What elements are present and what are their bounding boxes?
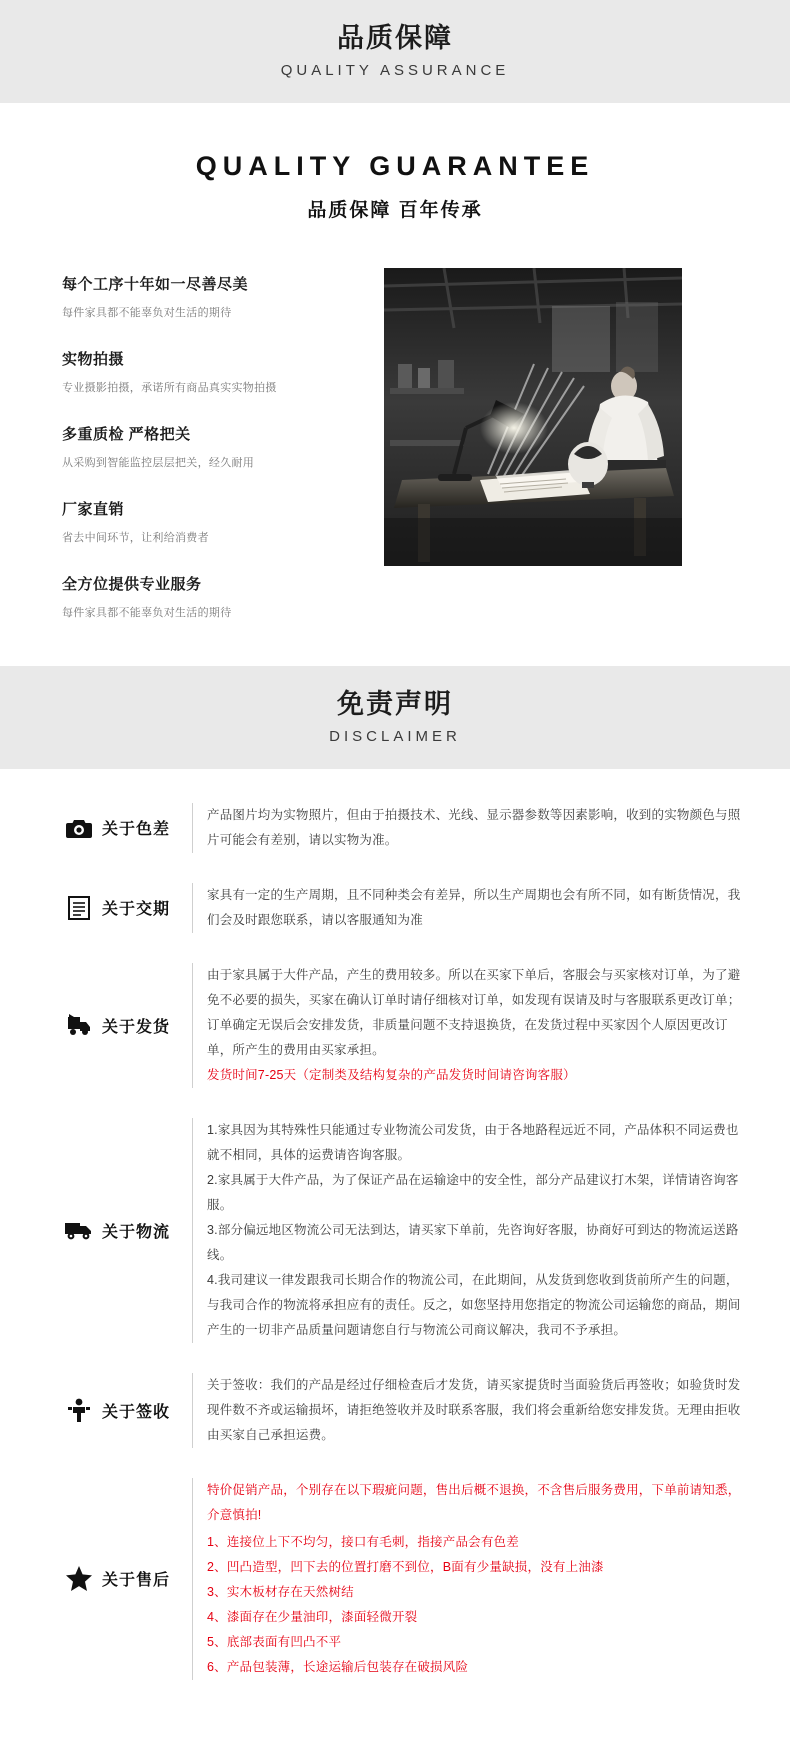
disclaimer-row-logistics xyxy=(0,1118,790,1343)
feature-item xyxy=(62,499,362,545)
feature-subtitle: 每件家具都不能辜负对生活的期待 xyxy=(62,606,232,619)
feature-title: 实物拍摄 xyxy=(62,350,125,368)
feature-item xyxy=(62,574,362,620)
feature-item xyxy=(62,349,362,395)
disclaimer-banner-title-en: DISCLAIMER xyxy=(329,727,461,745)
aftersale-item: 2、凹凸造型，凹下去的位置打磨不到位，B面有少量缺损，没有上油漆 xyxy=(207,1559,604,1574)
feature-item xyxy=(62,274,362,320)
quality-body xyxy=(0,268,790,620)
disclaimer-paragraph: 由于家具属于大件产品，产生的费用较多。所以在买家下单后，客服会与买家核对订单，为了避免不必要的损失，买家在确认订单时请仔细核对订单，如发现有误请及时与客服联系更改订单；订单确定无误后会安排发货，非质量问题不支持退换货，在发货过程中买家因个人原因更改订单，所产生的费用由买家承担。 xyxy=(207,967,741,1057)
feature-title: 多重质检 严格把关 xyxy=(62,425,191,443)
disclaimer-row-signature xyxy=(0,1373,790,1448)
disclaimer-paragraph: 3.部分偏远地区物流公司无法到达，请买家下单前，先咨询好客服，协商好可到达的物流运送路线。 xyxy=(207,1222,739,1262)
disclaimer-row-aftersale xyxy=(0,1478,790,1680)
feature-subtitle: 专业摄影拍摄，承诺所有商品真实实物拍摄 xyxy=(62,381,277,394)
disclaimer-paragraph-highlight: 发货时间7-25天（定制类及结构复杂的产品发货时间请咨询客服） xyxy=(207,1067,576,1082)
disclaimer-row-color xyxy=(0,803,790,853)
disclaimer-label: 关于售后 xyxy=(102,1572,171,1589)
disclaimer-paragraph: 关于签收：我们的产品是经过仔细检查后才发货，请买家提货时当面验货后再签收；如验货时发现件数不齐或运输损坏，请拒绝签收并及时联系客服，我们将会重新给您安排发货。无理由拒收由买家自己承担运费。 xyxy=(207,1377,741,1442)
disclaimer-text xyxy=(192,883,748,933)
quality-section xyxy=(0,103,790,666)
disclaimer-label: 关于签收 xyxy=(102,1403,171,1421)
quality-title-en: QUALITY GUARANTEE xyxy=(195,150,595,181)
disclaimer-label: 关于交期 xyxy=(102,901,171,918)
quality-feature-list xyxy=(62,268,362,620)
feature-title: 每个工序十年如一尽善尽美 xyxy=(62,275,249,293)
aftersale-item: 5、底部表面有凹凸不平 xyxy=(207,1634,342,1649)
disclaimer-text xyxy=(192,963,748,1088)
quality-title-cn: 品质保障 百年传承 xyxy=(307,199,483,221)
quality-banner xyxy=(0,0,790,103)
disclaimer-row-shipping xyxy=(0,963,790,1088)
disclaimer-banner-title-cn: 免责声明 xyxy=(337,688,453,719)
disclaimer-text xyxy=(192,1118,748,1343)
workshop-photo xyxy=(384,268,682,566)
disclaimer-paragraph: 4.我司建议一律发跟我司长期合作的物流公司，在此期间，从发货到您收到货前所产生的问题，与我司合作的物流将承担应有的责任。反之，如您坚持用您指定的物流公司运输您的商品，期间产生的一切非产品质量问题请您自行与物流公司商议解决，我司不予承担。 xyxy=(207,1272,741,1337)
disclaimer-section xyxy=(0,769,790,1750)
camera-icon xyxy=(56,817,102,839)
disclaimer-text xyxy=(192,803,748,853)
aftersale-item: 4、漆面存在少量油印，漆面轻微开裂 xyxy=(207,1609,418,1624)
aftersale-item: 1、连接位上下不均匀，接口有毛刺，指接产品会有色差 xyxy=(207,1534,519,1549)
feature-subtitle: 省去中间环节，让利给消费者 xyxy=(62,531,209,544)
disclaimer-label: 关于色差 xyxy=(102,821,171,838)
disclaimer-label: 关于发货 xyxy=(102,1018,171,1036)
star-icon xyxy=(56,1566,102,1591)
disclaimer-row-leadtime xyxy=(0,883,790,933)
feature-title: 厂家直销 xyxy=(62,500,125,518)
shipping-icon xyxy=(56,1013,102,1037)
quality-banner-title-en: QUALITY ASSURANCE xyxy=(280,61,510,79)
disclaimer-paragraph: 家具有一定的生产周期，且不同种类会有差异，所以生产周期也会有所不同，如有断货情况，我们会及时跟您联系，请以客服通知为准 xyxy=(207,887,741,927)
feature-title: 全方位提供专业服务 xyxy=(62,575,202,593)
signature-icon xyxy=(56,1398,102,1422)
feature-item xyxy=(62,424,362,470)
disclaimer-paragraph: 产品图片均为实物照片，但由于拍摄技术、光线、显示器参数等因素影响，收到的实物颜色与照片可能会有差别，请以实物为准。 xyxy=(207,807,741,847)
disclaimer-banner xyxy=(0,666,790,769)
disclaimer-paragraph: 2.家具属于大件产品，为了保证产品在运输途中的安全性，部分产品建议打木架，详情请咨询客服。 xyxy=(207,1172,739,1212)
quality-banner-title-cn: 品质保障 xyxy=(337,23,453,53)
disclaimer-text xyxy=(192,1373,748,1448)
disclaimer-label: 关于物流 xyxy=(102,1223,171,1241)
aftersale-item: 6、产品包装薄，长途运输后包装存在破损风险 xyxy=(207,1659,469,1674)
feature-subtitle: 每件家具都不能辜负对生活的期待 xyxy=(62,306,232,319)
calendar-icon xyxy=(56,896,102,920)
disclaimer-text xyxy=(192,1478,748,1680)
aftersale-lead: 特价促销产品，个别存在以下瑕疵问题，售出后概不退换，不含售后服务费用，下单前请知悉，介意慎拍! xyxy=(207,1482,741,1522)
disclaimer-paragraph: 1.家具因为其特殊性只能通过专业物流公司发货，由于各地路程远近不同，产品体积不同运费也就不相同，具体的运费请咨询客服。 xyxy=(207,1122,739,1162)
truck-icon xyxy=(56,1219,102,1241)
aftersale-item: 3、实木板材存在天然树结 xyxy=(207,1584,354,1599)
feature-subtitle: 从采购到智能监控层层把关，经久耐用 xyxy=(62,456,255,469)
